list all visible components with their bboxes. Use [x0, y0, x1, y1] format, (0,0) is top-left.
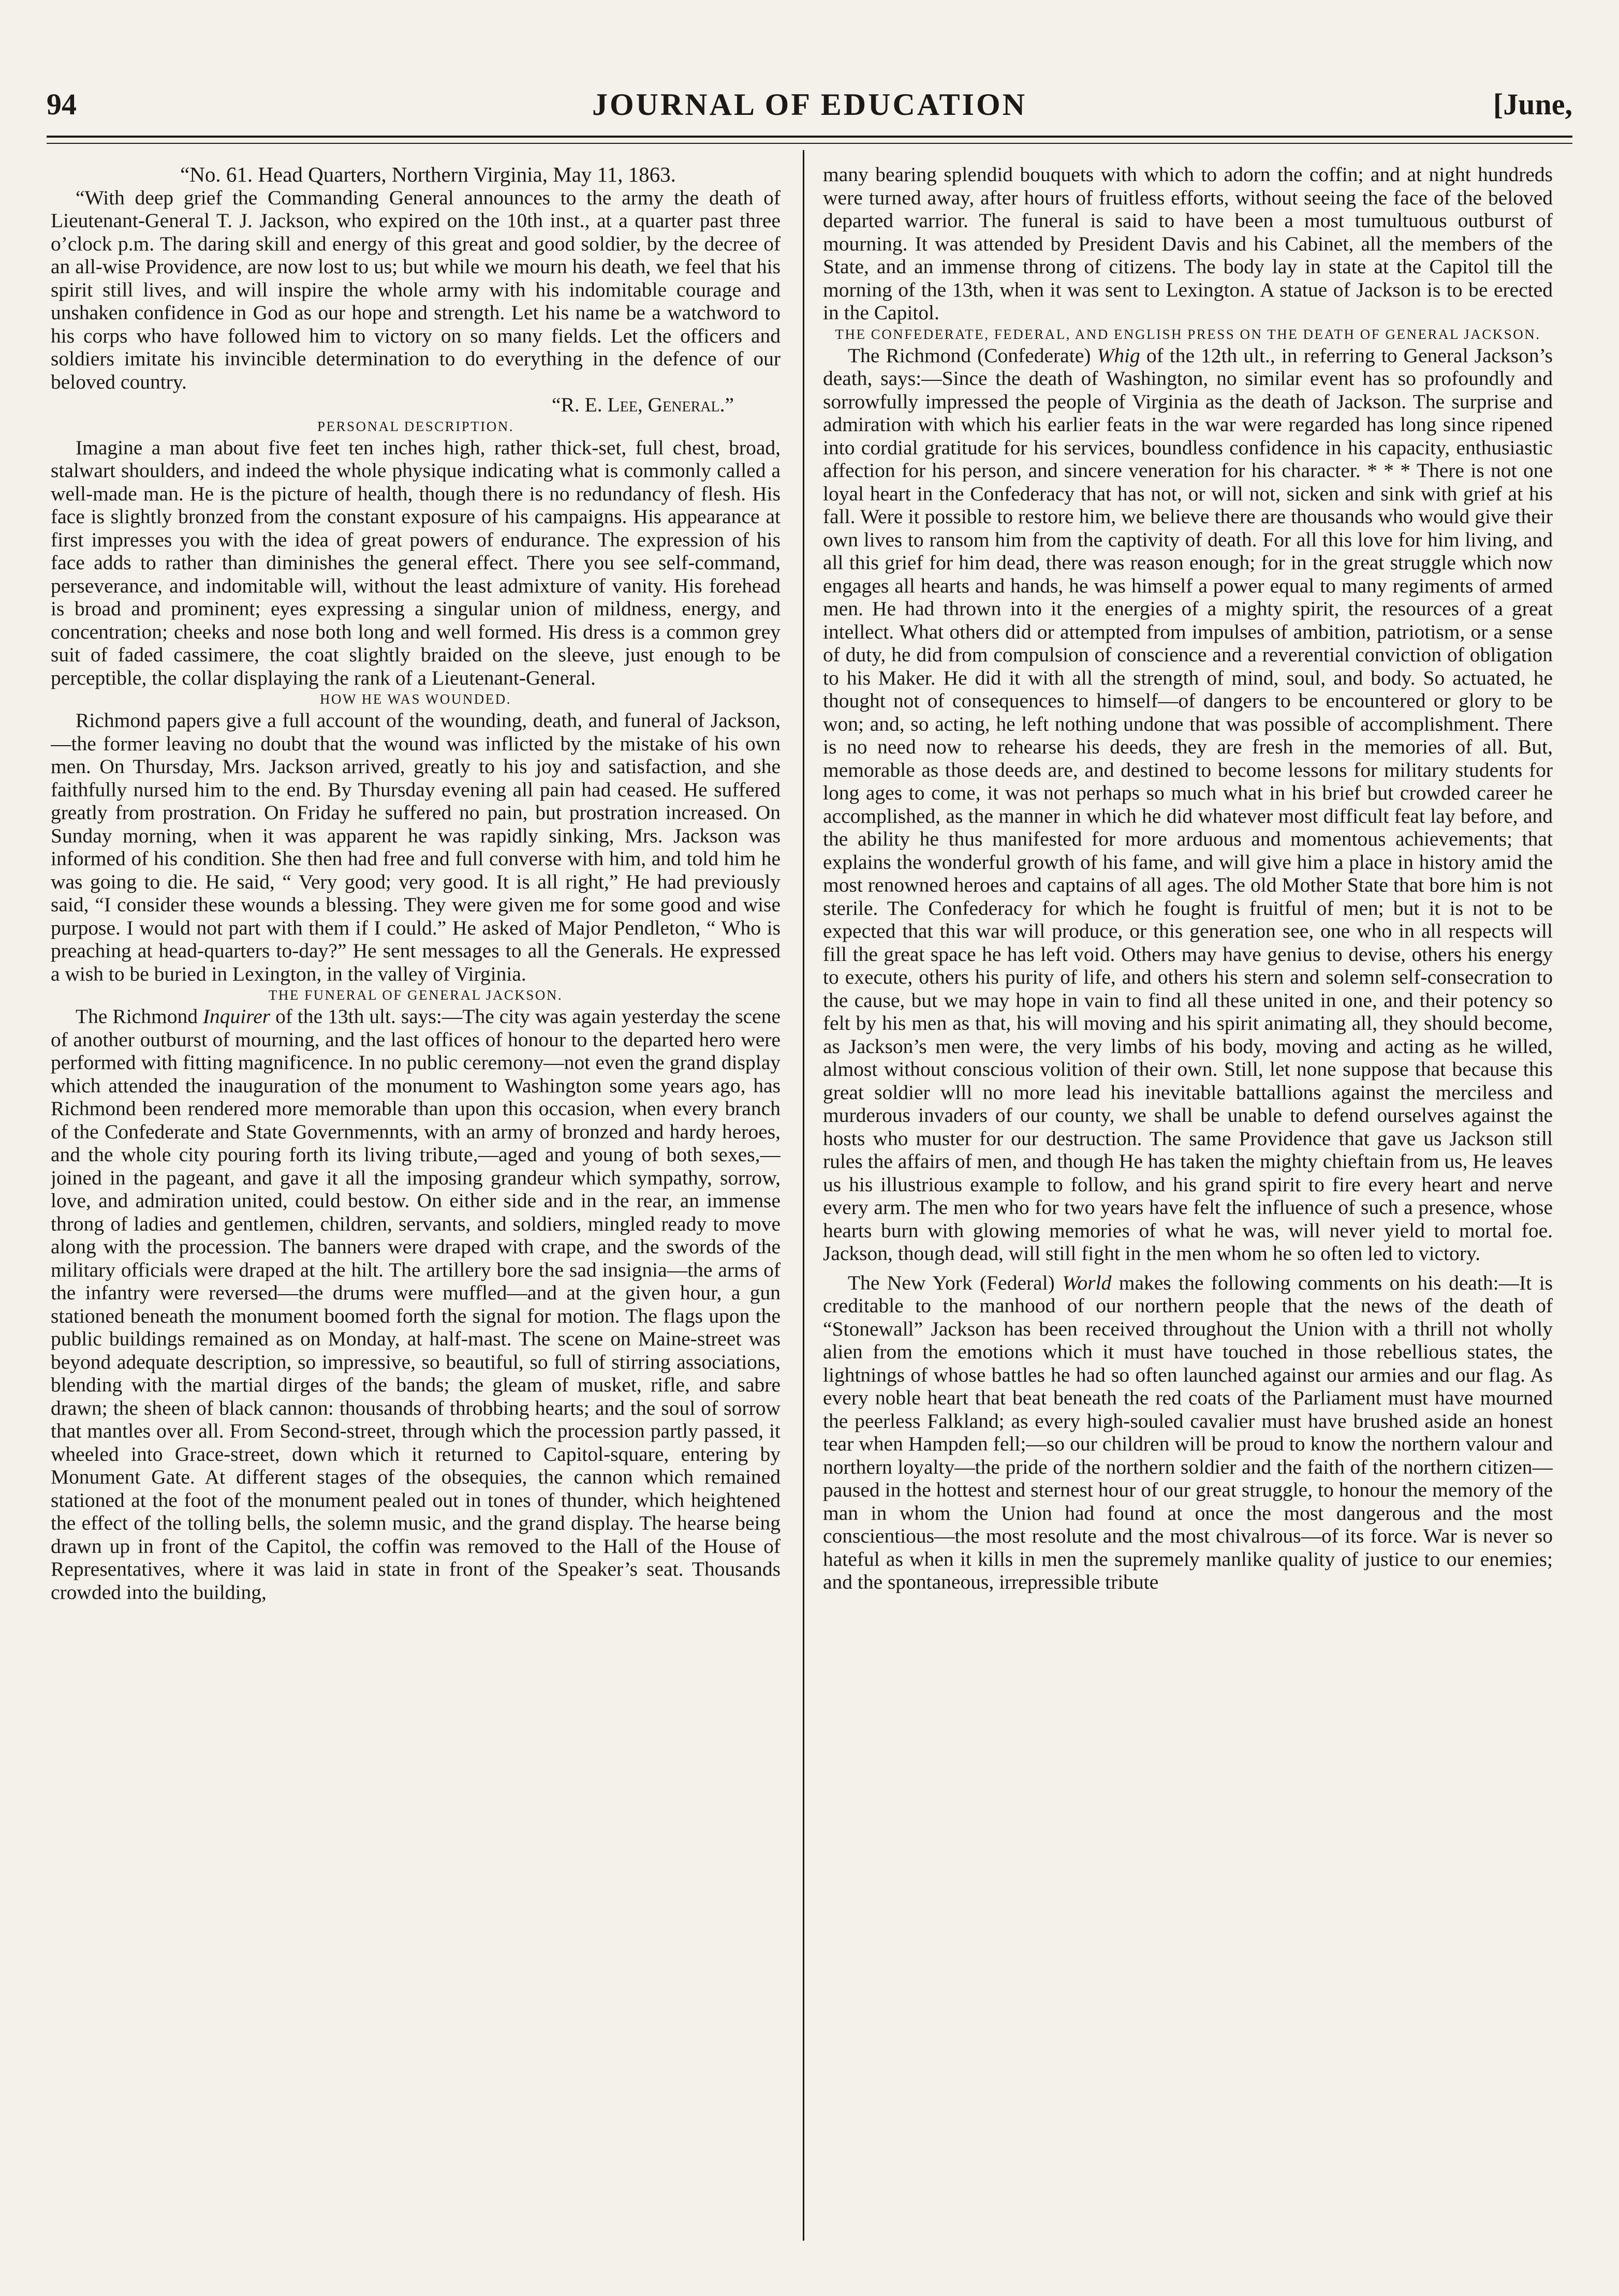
page-number: 94	[47, 87, 77, 121]
whig-text: of the 12th ult., in referring to General Jackson’s death, says:—Since the death of Washington, no similar event has so profoundly and sorrowfully impressed the people of Virginia as the death of Jackson. The surprise and admiration with which his earlier feats in the war were regarded has long since ripened into cordial gratitude for his services, boundless confidence in his capacity, enthusiastic affection for his person, and sincere veneration for his character. * * * There is not one loyal heart in the Confederacy that has not, or will not, sicken and sink with grief at his fall. Were it possible to restore him, we believe there are thousands who would give their own lives to ransom him from the captivity of death. For all this love for him living, and all this grief for him dead, there was reason enough; for in the great struggle which now engages all hearts and hands, he was himself a power equal to many regiments of armed men. He had thrown into it the energies of a mighty spirit, the resources of a great intellect. What others did or attempted from impulses of ambition, patriotism, or a sense of duty, he did from compulsion of conscience and a reverential conviction of obligation to his Maker. He did it with all the strength of mind, soul, and body. So actuated, he thought not of consequences to himself—of dangers to be encountered or glory to be won; and, so acting, he left nothing undone that was possible of accomplishment. There is no need now to rehearse his deeds, they are fresh in the memories of all. But, memorable as those deeds are, and destined to become lessons for military students for long ages to come, it was not perhaps so much what in his brief but crowded career he accomplished, as the manner in which he did whatever most difficult feat lay before, and the ability he thus manifested for more arduous and momentous achievements; that explains the wonderful growth of his fame, and will give him a place in history amid the most renowned heroes and captains of all ages. The old Mother State that bore him is not sterile. The Confederacy for which he fought is fruitful of men; but it is not to be expected that this war will produce, or this generation see, one who in all respects will fill the great space he has left void. Others may have genius to devise, others his energy to execute, others his purity of life, and others his stern and solemn self-consecration to the cause, but we may hope in vain to find all these united in one, and their potency so felt by his men as that, his will moving and his spirit animating all, they should become, as Jackson’s men were, the very limbs of his body, moving and acting as he willed, almost without conscious volition of their own. Still, let none suppose that because this great soldier wlll no more lead his inevitable battallions against the merciless and murderous invaders of our county, we shall be unable to defend ourselves against the hosts who muster for our destruction. The same Providence that gave us Jackson still rules the affairs of men, and though He has taken the mighty chieftain from us, He leaves us his illustrious example to follow, and his grand spirit to fire every heart and nerve every arm. The men who for two years have felt the influence of such a presence, whose hearts burn with glowing memories of what he was, will never yield to mortal foe. Jackson, though dead, will still fight in the men whom he so often led to victory.	[823, 344, 1553, 1265]
header-rule-thin	[47, 143, 1572, 144]
inquirer-title: Inquirer	[202, 1005, 271, 1028]
whig-title: Whig	[1097, 344, 1140, 367]
general-order-heading: “No. 61. Head Quarters, Northern Virginia, May 11, 1863.	[180, 163, 676, 186]
running-head	[47, 87, 1572, 128]
personal-description-body: Imagine a man about five feet ten inches high, rather thick-set, full chest, broad, stalwart shoulders, and indeed the whole physique indicating what is commonly called a well-made man. He is the picture of health, though there is no redundancy of flesh. His face is slightly bronzed from the constant exposure of his campaigns. His appearance at first impresses you with the idea of great powers of endurance. The expression of his face adds to rather than diminishes the general effect. There you see self-command, perseverance, and indomitable will, without the least admixture of vanity. His forehead is broad and prominent; eyes expressing a singular union of mildness, energy, and concentration; cheeks and nose both long and well formed. His dress is a common grey suit of faded cassimere, the coat slightly braided on the sleeve, just enough to be perceptible, the collar displaying the rank of a Lieutenant-General.	[51, 436, 781, 689]
heading-how-wounded: HOW HE WAS WOUNDED.	[320, 691, 511, 707]
right-column	[823, 163, 1553, 2254]
world-intro: The New York (Federal)	[848, 1271, 1063, 1294]
running-date: [June,	[1493, 87, 1572, 121]
how-wounded-body: Richmond papers give a full account of the wounding, death, and funeral of Jackson,—the former leaving no doubt that the wound was inflicted by the mistake of his own men. On Thursday, Mrs. Jackson arrived, greatly to his joy and satisfaction, and she faithfully nursed him to the end. By Thursday evening all pain had ceased. He suffered greatly from prostration. On Friday he suffered no pain, but prostration increased. On Sunday morning, when it was apparent he was rapidly sinking, Mrs. Jackson was informed of his condition. She then had free and full converse with him, and told him he was going to die. He said, “ Very good; very good. It is all right,” He had previously said, “I consider these wounds a blessing. They were given me for some good and wise purpose. I would not part with them if I could.” He asked of Major Pendleton, “ Who is preaching at head-quarters to-day?” He sent messages to all the Generals. He expressed a wish to be buried in Lexington, in the valley of Virginia.	[51, 709, 781, 985]
funeral-body	[51, 1005, 781, 1604]
general-order-signature: “R. E. Lee, General.”	[552, 393, 734, 416]
world-text: makes the following comments on his death:—It is creditable to the manhood of our northern people that the news of the death of “Stonewall” Jackson has been received throughout the Union with a thrill not wholly alien from the emotions which it must have touched in those rebellious states, the lightnings of whose battles he had so often launched against our armies and our flag. As every noble heart that beat beneath the red coats of the Parliament must have mourned the peerless Falkland; as every high-souled cavalier must have brushed aside an honest tear when Hampden fell;—so our children will be proud to know the northern valour and northern loyalty—the pride of the northern soldier and the faith of the northern citizen—paused in the hottest and sternest hour of our great struggle, to honour the memory of the man in whom the Union had found at once the most dangerous and the most conscientious—the most resolute and the most chivalrous—of its force. War is never so hateful as when it kills in men the supremely manlike quality of justice to our enemies; and the spontaneous, irrepressible tribute	[823, 1271, 1553, 1593]
heading-personal-description: PERSONAL DESCRIPTION.	[317, 418, 514, 434]
world-title: World	[1062, 1271, 1112, 1294]
header-rule-thick	[47, 136, 1572, 138]
funeral-intro: The Richmond	[76, 1005, 203, 1028]
heading-funeral: THE FUNERAL OF GENERAL JACKSON.	[268, 987, 563, 1003]
heading-press: THE CONFEDERATE, FEDERAL, AND ENGLISH PRESS ON THE DEATH OF GENERAL JACKSON.	[835, 326, 1541, 342]
world-article	[823, 1271, 1553, 1594]
funeral-text: of the 13th ult. says:—The city was again yesterday the scene of another outburst of mourning, and the last offices of honour to the departed hero were performed with fitting magnificence. In no public ceremony—not even the grand display which attended the inauguration of the monument to Washington some years ago, has Richmond been rendered more memorable than upon this occasion, when every branch of the Confederate and State Governmennts, with an army of bronzed and hardy heroes, and the whole city pouring forth its living tribute,—aged and young of both sexes,—joined in the pageant, and gave it all the imposing grandeur which sympathy, sorrow, love, and admiration united, could bestow. On either side and in the rear, an immense throng of ladies and gentlemen, children, servants, and soldiers, mingled ready to move along with the procession. The banners were draped with crape, and the swords of the military officials were draped at the hilt. The artillery bore the sad insignia—the arms of the infantry were reversed—the drums were muffled—and at the given hour, a gun stationed beneath the monument boomed forth the signal for motion. The flags upon the public buildings remained as on Monday, at half-mast. The scene on Maine-street was beyond adequate description, so impressive, so beautiful, so full of stirring associations, blending with the martial dirges of the bands; the gleam of musket, rifle, and sabre drawn; the sheen of black cannon: thousands of throbbing hearts; and the soul of sorrow that mantles over all. From Second-street, through which the procession partly passed, it wheeled into Grace-street, down which it returned to Capitol-square, entering by Monument Gate. At different stages of the obsequies, the cannon which remained stationed at the foot of the monument pealed out in tones of thunder, which heightened the effect of the tolling bells, the solemn music, and the grand display. The hearse being drawn up in front of the Capitol, the coffin was removed to the Hall of the House of Representatives, where it was laid in state in front of the Speaker’s seat. Thousands crowded into the building,	[51, 1005, 781, 1604]
journal-title: JOURNAL OF EDUCATION	[592, 87, 1027, 122]
left-column	[51, 163, 781, 2254]
whig-intro: The Richmond (Confederate)	[848, 344, 1097, 367]
funeral-continued: many bearing splendid bouquets with which to adorn the coffin; and at night hundreds were turned away, after hours of fruitless efforts, without seeing the face of the beloved departed warrior. The funeral is said to have been a most tumultuous outburst of mourning. It was attended by President Davis and his Cabinet, all the members of the State, and an immense throng of citizens. The body lay in state at the Capitol till the morning of the 13th, when it was sent to Lexington. A statue of Jackson is to be erected in the Capitol.	[823, 163, 1553, 324]
general-order-body: “With deep grief the Commanding General announces to the army the death of Lieutenant-General T. J. Jackson, who expired on the 10th inst., at a quarter past three o’clock p.m. The daring skill and energy of this great and good soldier, by the decree of an all-wise Providence, are now lost to us; but while we mourn his death, we feel that his spirit still lives, and will inspire the whole army with his indomitable courage and unshaken confidence in God as our hope and strength. Let his name be a watchword to his corps who have followed him to victory on so many fields. Let the officers and soldiers imitate his invincible determination to do everything in the defence of our beloved country.	[51, 186, 781, 393]
whig-article	[823, 344, 1553, 1265]
column-divider	[803, 150, 804, 2241]
